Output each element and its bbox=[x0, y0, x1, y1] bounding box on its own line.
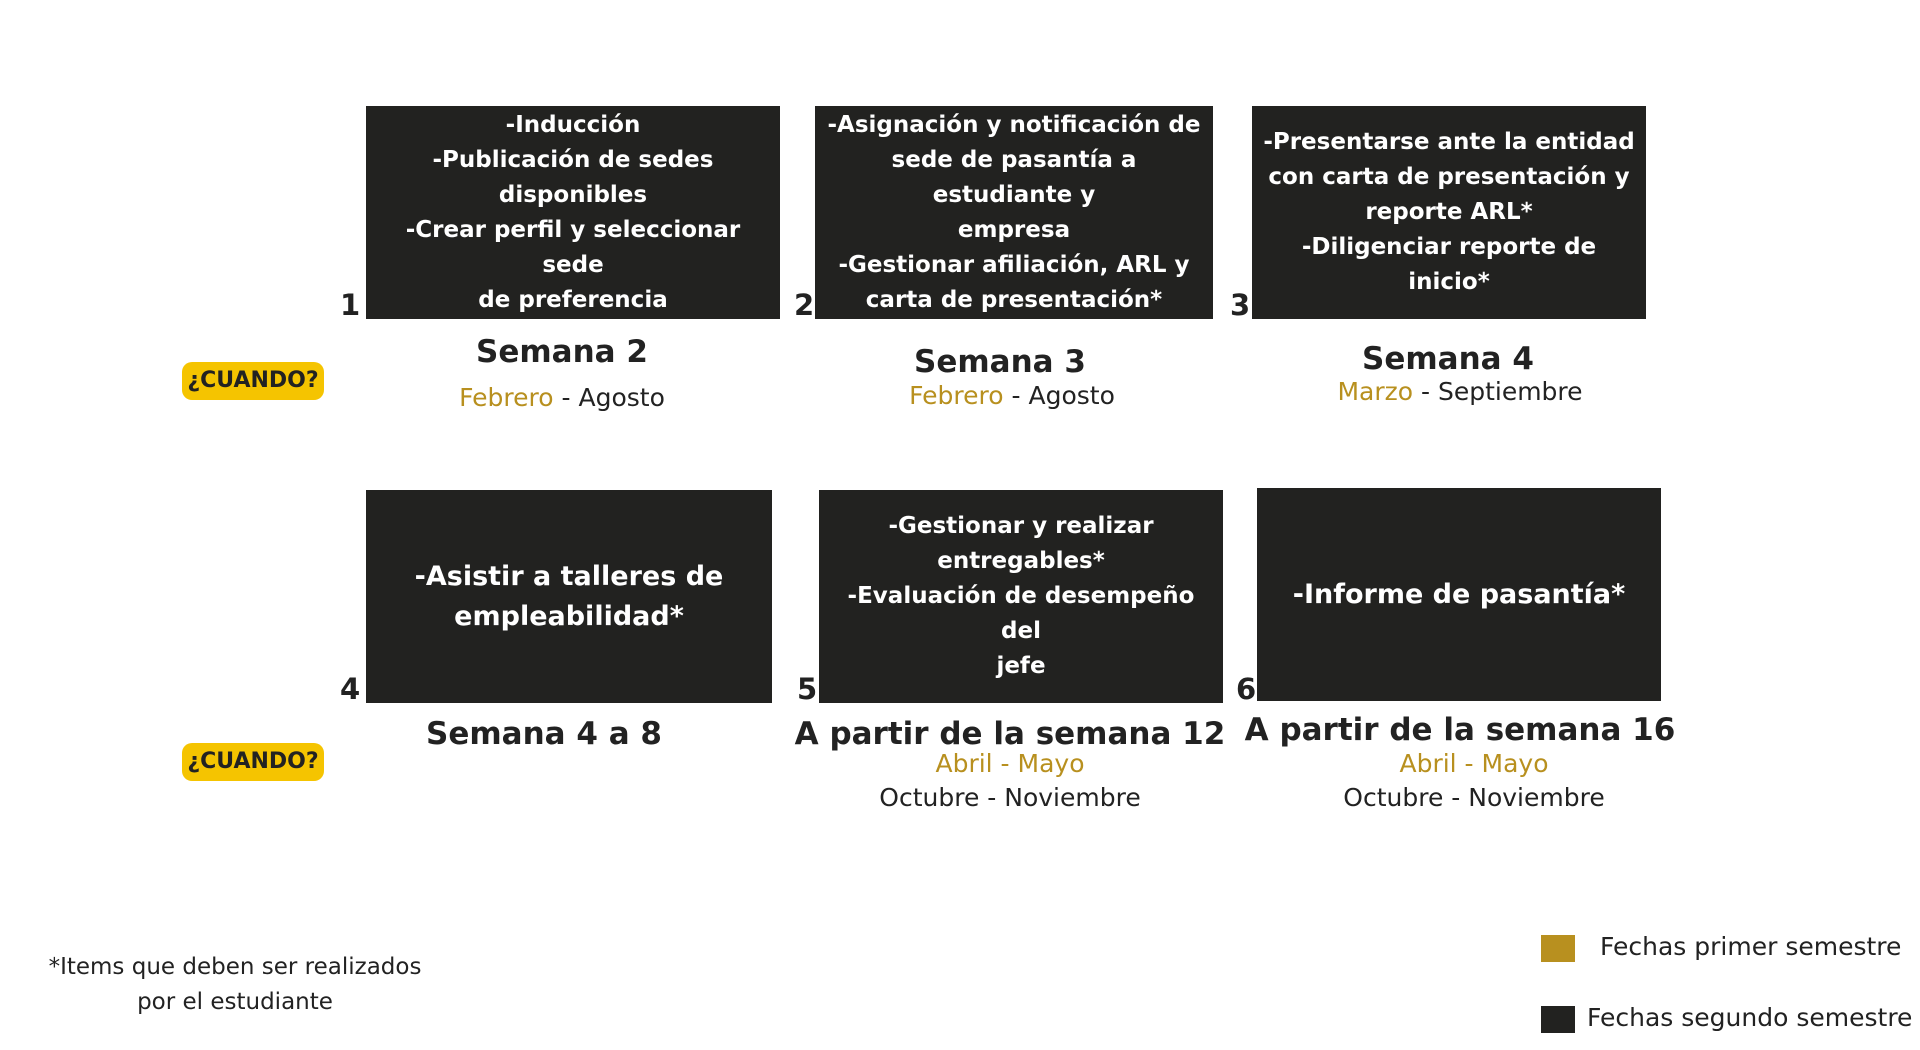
step-number-2: 2 bbox=[794, 288, 815, 322]
step-week-5: A partir de la semana 12 bbox=[794, 716, 1226, 752]
step-number-5: 5 bbox=[797, 672, 818, 706]
second-semester-dates-3: Septiembre bbox=[1437, 377, 1583, 406]
step-number-1: 1 bbox=[340, 288, 361, 322]
step-text-5: -Gestionar y realizar entregables* -Evaluación de desempeño del jefe bbox=[847, 513, 1195, 679]
step-text-3: -Presentarse ante la entidad con carta de presentación y reporte ARL* -Diligenciar reporte de inicio* bbox=[1263, 129, 1635, 295]
step-week-3: Semana 4 bbox=[1362, 341, 1534, 377]
legend-swatch-second-semester bbox=[1541, 1006, 1575, 1033]
first-semester-dates-3: Marzo bbox=[1337, 377, 1414, 406]
step-text-2: -Asignación y notificación de sede de pasantía a estudiante y empresa -Gestionar afiliación, ARL y carta de presentación* bbox=[827, 111, 1201, 313]
step-week-6: A partir de la semana 16 bbox=[1244, 712, 1676, 748]
step-box-1 bbox=[366, 106, 780, 319]
step-box-4 bbox=[366, 490, 772, 703]
first-semester-dates-5: Abril - Mayo bbox=[935, 749, 1085, 778]
footnote: *Items que deben ser realizados por el estudiante bbox=[48, 954, 422, 1015]
when-badge-row2: ¿CUANDO? bbox=[182, 743, 324, 781]
step-number-4: 4 bbox=[340, 672, 361, 706]
step-number-6: 6 bbox=[1236, 672, 1257, 706]
step-text-4: -Asistir a talleres de empleabilidad* bbox=[414, 560, 724, 632]
step-week-2: Semana 3 bbox=[914, 344, 1086, 380]
step-dates-2 bbox=[777, 381, 1247, 410]
step-dates-1 bbox=[327, 383, 797, 412]
second-semester-dates-2: Agosto bbox=[1028, 381, 1115, 410]
step-text-6: -Informe de pasantía* bbox=[1292, 578, 1626, 610]
first-semester-dates-6: Abril - Mayo bbox=[1399, 749, 1549, 778]
second-semester-dates-1: Agosto bbox=[578, 383, 665, 412]
dates-separator-3: - bbox=[1413, 377, 1438, 406]
legend-swatch-first-semester bbox=[1541, 935, 1575, 962]
second-semester-dates-6: Octubre - Noviembre bbox=[1343, 783, 1605, 812]
dates-separator-1: - bbox=[553, 383, 579, 412]
step-text-1: -Inducción -Publicación de sedes disponibles -Crear perfil y seleccionar sede de preferencia bbox=[405, 111, 741, 313]
step-dates-3 bbox=[1225, 377, 1695, 406]
first-semester-dates-1: Febrero bbox=[459, 383, 554, 412]
step-week-4: Semana 4 a 8 bbox=[426, 716, 662, 752]
step-number-3: 3 bbox=[1230, 288, 1251, 322]
dates-separator-2: - bbox=[1003, 381, 1029, 410]
legend-label-second-semester: Fechas segundo semestre bbox=[1587, 1003, 1913, 1032]
step-box-6 bbox=[1257, 488, 1661, 701]
second-semester-dates-5: Octubre - Noviembre bbox=[879, 783, 1141, 812]
when-badge-row1: ¿CUANDO? bbox=[182, 362, 324, 400]
first-semester-dates-2: Febrero bbox=[909, 381, 1004, 410]
step-week-1: Semana 2 bbox=[476, 334, 648, 370]
legend-label-first-semester: Fechas primer semestre bbox=[1600, 932, 1902, 961]
step-box-2 bbox=[815, 106, 1213, 319]
step-box-5 bbox=[819, 490, 1223, 703]
step-box-3 bbox=[1252, 106, 1646, 319]
